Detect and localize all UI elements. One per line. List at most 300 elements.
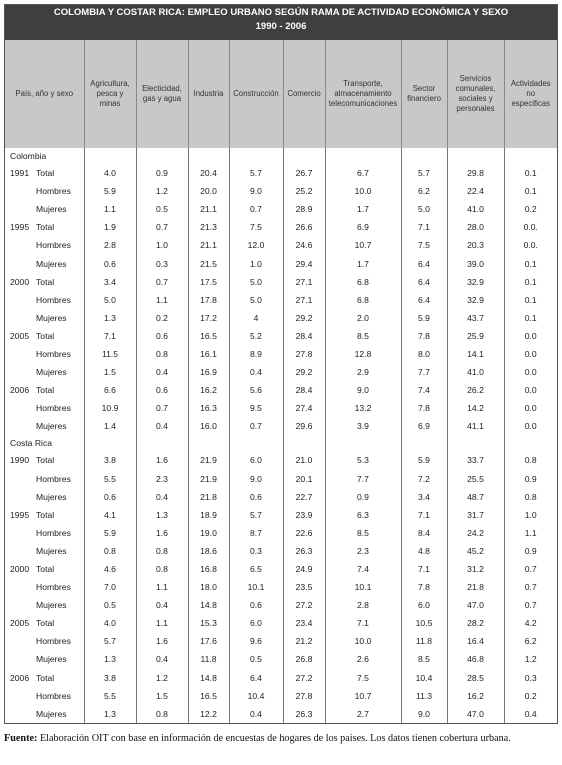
value-cell: 3.9 (325, 417, 401, 435)
value-cell: 29.2 (283, 309, 325, 327)
value-cell: 24.2 (447, 524, 504, 542)
value-cell: 5.9 (84, 182, 136, 200)
table-row (5, 669, 557, 687)
value-cell: 2.8 (325, 596, 401, 614)
row-label (5, 254, 84, 272)
source-label: Fuente: (4, 733, 38, 744)
value-cell: 16.8 (188, 560, 229, 578)
table-row (5, 200, 557, 218)
value-cell: 28.9 (283, 200, 325, 218)
value-cell: 9.0 (229, 182, 283, 200)
value-cell: 13.2 (325, 399, 401, 417)
value-cell: 33.7 (447, 451, 504, 469)
year-label: 2000 (10, 564, 30, 575)
value-cell: 6.4 (401, 273, 447, 291)
value-cell: 16.5 (188, 687, 229, 705)
value-cell: 29.6 (283, 417, 325, 435)
table-row (5, 578, 557, 596)
value-cell: 1.3 (136, 506, 188, 524)
value-cell: 6.2 (504, 632, 557, 650)
value-cell: 10.5 (401, 614, 447, 632)
empty-cell (401, 148, 447, 164)
row-label (5, 705, 84, 723)
table-row (5, 273, 557, 291)
value-cell: 11.8 (401, 632, 447, 650)
value-cell: 46.8 (447, 650, 504, 668)
sex-label: Mujeres (36, 545, 67, 556)
value-cell: 5.5 (84, 470, 136, 488)
value-cell: 0.5 (229, 650, 283, 668)
table-row (5, 236, 557, 254)
value-cell: 3.4 (401, 488, 447, 506)
value-cell: 1.1 (84, 200, 136, 218)
value-cell: 0.1 (504, 254, 557, 272)
value-cell: 0.5 (136, 200, 188, 218)
value-cell: 7.8 (401, 399, 447, 417)
sex-label: Hombres (36, 403, 71, 414)
value-cell: 16.9 (188, 363, 229, 381)
value-cell: 0.8 (136, 705, 188, 723)
value-cell: 4.6 (84, 560, 136, 578)
value-cell: 4 (229, 309, 283, 327)
value-cell: 20.1 (283, 470, 325, 488)
value-cell: 0.2 (504, 687, 557, 705)
value-cell: 1.4 (84, 417, 136, 435)
value-cell: 32.9 (447, 273, 504, 291)
value-cell: 10.4 (401, 669, 447, 687)
table-row (5, 650, 557, 668)
value-cell: 0.3 (229, 542, 283, 560)
sex-label: Hombres (36, 473, 71, 484)
table-row (5, 451, 557, 469)
row-label (5, 273, 84, 291)
value-cell: 0.8 (504, 488, 557, 506)
value-cell: 1.0 (229, 254, 283, 272)
value-cell: 14.1 (447, 345, 504, 363)
value-cell: 0.0 (504, 363, 557, 381)
value-cell: 10.7 (325, 236, 401, 254)
value-cell: 6.4 (401, 291, 447, 309)
value-cell: 0.8 (136, 542, 188, 560)
empty-cell (84, 148, 136, 164)
value-cell: 4.2 (504, 614, 557, 632)
value-cell: 0.6 (136, 327, 188, 345)
value-cell: 1.6 (136, 632, 188, 650)
value-cell: 23.4 (283, 614, 325, 632)
value-cell: 29.2 (283, 363, 325, 381)
row-label (5, 200, 84, 218)
value-cell: 5.6 (229, 381, 283, 399)
table-row (5, 705, 557, 723)
table-row (5, 542, 557, 560)
value-cell: 1.5 (136, 687, 188, 705)
value-cell: 0.8 (136, 345, 188, 363)
row-label (5, 669, 84, 687)
value-cell: 16.3 (188, 399, 229, 417)
value-cell: 28.4 (283, 381, 325, 399)
value-cell: 20.4 (188, 164, 229, 182)
value-cell: 16.0 (188, 417, 229, 435)
value-cell: 23.9 (283, 506, 325, 524)
row-label (5, 488, 84, 506)
year-label: 2006 (10, 672, 30, 683)
value-cell: 48.7 (447, 488, 504, 506)
value-cell: 0.7 (136, 399, 188, 417)
column-header: Electicidad, gas y agua (136, 40, 188, 148)
value-cell: 6.2 (401, 182, 447, 200)
value-cell: 5.7 (401, 164, 447, 182)
value-cell: 3.4 (84, 273, 136, 291)
value-cell: 21.8 (447, 578, 504, 596)
value-cell: 28.0 (447, 218, 504, 236)
value-cell: 1.0 (504, 506, 557, 524)
value-cell: 31.2 (447, 560, 504, 578)
table-row (5, 381, 557, 399)
table-row (5, 291, 557, 309)
value-cell: 0.4 (504, 705, 557, 723)
value-cell: 8.0 (401, 345, 447, 363)
year-label: 1991 (10, 168, 30, 179)
value-cell: 23.5 (283, 578, 325, 596)
value-cell: 2.3 (325, 542, 401, 560)
empty-cell (325, 435, 401, 451)
value-cell: 7.7 (325, 470, 401, 488)
value-cell: 4.8 (401, 542, 447, 560)
sex-label: Total (36, 385, 55, 396)
value-cell: 41.0 (447, 363, 504, 381)
row-label (5, 164, 84, 182)
value-cell: 7.1 (84, 327, 136, 345)
value-cell: 4.1 (84, 506, 136, 524)
value-cell: 0.0 (504, 381, 557, 399)
column-header: Sector financiero (401, 40, 447, 148)
value-cell: 8.5 (325, 327, 401, 345)
value-cell: 17.6 (188, 632, 229, 650)
row-label (5, 236, 84, 254)
value-cell: 0.1 (504, 182, 557, 200)
value-cell: 3.8 (84, 669, 136, 687)
value-cell: 26.3 (283, 542, 325, 560)
value-cell: 5.9 (84, 524, 136, 542)
value-cell: 27.1 (283, 291, 325, 309)
row-label (5, 417, 84, 435)
sex-label: Mujeres (36, 204, 67, 215)
value-cell: 0.9 (325, 488, 401, 506)
table-row (5, 560, 557, 578)
year-label: 1995 (10, 222, 30, 233)
sex-label: Total (36, 222, 55, 233)
table-row (5, 417, 557, 435)
value-cell: 0.7 (504, 560, 557, 578)
value-cell: 0.4 (136, 596, 188, 614)
sex-label: Hombres (36, 240, 71, 251)
value-cell: 8.7 (229, 524, 283, 542)
value-cell: 45.2 (447, 542, 504, 560)
value-cell: 24.6 (283, 236, 325, 254)
value-cell: 0.2 (504, 200, 557, 218)
value-cell: 0.6 (229, 488, 283, 506)
value-cell: 8.9 (229, 345, 283, 363)
sex-label: Total (36, 276, 55, 287)
empty-cell (84, 435, 136, 451)
value-cell: 2.9 (325, 363, 401, 381)
value-cell: 0.6 (136, 381, 188, 399)
value-cell: 8.5 (401, 650, 447, 668)
sex-label: Hombres (36, 636, 71, 647)
empty-cell (447, 148, 504, 164)
sex-label: Mujeres (36, 654, 67, 665)
value-cell: 1.2 (136, 182, 188, 200)
table-row (5, 327, 557, 345)
table-row (5, 470, 557, 488)
table-title (5, 5, 557, 40)
table-row (5, 254, 557, 272)
year-label: 2005 (10, 618, 30, 629)
source-note (4, 733, 556, 745)
value-cell: 5.0 (84, 291, 136, 309)
row-label (5, 687, 84, 705)
row-label (5, 632, 84, 650)
table-header-row (5, 40, 557, 148)
value-cell: 2.8 (84, 236, 136, 254)
value-cell: 9.6 (229, 632, 283, 650)
value-cell: 10.0 (325, 632, 401, 650)
value-cell: 21.3 (188, 218, 229, 236)
value-cell: 2.3 (136, 470, 188, 488)
value-cell: 0.3 (136, 254, 188, 272)
country-label: Colombia (10, 151, 47, 161)
value-cell: 7.5 (401, 236, 447, 254)
year-label: 2005 (10, 330, 30, 341)
value-cell: 16.4 (447, 632, 504, 650)
value-cell: 22.4 (447, 182, 504, 200)
empty-cell (504, 435, 557, 451)
empty-cell (447, 435, 504, 451)
value-cell: 27.2 (283, 596, 325, 614)
row-label (5, 381, 84, 399)
value-cell: 9.5 (229, 399, 283, 417)
sex-label: Mujeres (36, 491, 67, 502)
row-label (5, 650, 84, 668)
value-cell: 17.8 (188, 291, 229, 309)
value-cell: 14.8 (188, 669, 229, 687)
sex-label: Hombres (36, 527, 71, 538)
value-cell: 21.2 (283, 632, 325, 650)
sex-label: Hombres (36, 186, 71, 197)
value-cell: 9.0 (401, 705, 447, 723)
value-cell: 24.9 (283, 560, 325, 578)
value-cell: 7.2 (401, 470, 447, 488)
value-cell: 28.4 (283, 327, 325, 345)
value-cell: 0.8 (504, 451, 557, 469)
value-cell: 11.3 (401, 687, 447, 705)
value-cell: 0.6 (84, 254, 136, 272)
value-cell: 22.6 (283, 524, 325, 542)
sex-label: Mujeres (36, 708, 67, 719)
value-cell: 5.5 (84, 687, 136, 705)
table-row (5, 309, 557, 327)
row-label (5, 309, 84, 327)
value-cell: 0.4 (136, 650, 188, 668)
year-label: 1990 (10, 455, 30, 466)
column-header: Industria (188, 40, 229, 148)
value-cell: 28.2 (447, 614, 504, 632)
column-header: Construcción (229, 40, 283, 148)
value-cell: 2.0 (325, 309, 401, 327)
value-cell: 0.0. (504, 236, 557, 254)
value-cell: 21.1 (188, 236, 229, 254)
year-label: 2000 (10, 276, 30, 287)
value-cell: 4.0 (84, 164, 136, 182)
value-cell: 7.5 (325, 669, 401, 687)
value-cell: 6.9 (401, 417, 447, 435)
value-cell: 7.1 (401, 218, 447, 236)
row-label (5, 560, 84, 578)
value-cell: 27.8 (283, 687, 325, 705)
value-cell: 5.0 (229, 291, 283, 309)
value-cell: 47.0 (447, 705, 504, 723)
value-cell: 5.0 (229, 273, 283, 291)
value-cell: 0.0 (504, 327, 557, 345)
row-label (5, 345, 84, 363)
value-cell: 10.1 (325, 578, 401, 596)
value-cell: 7.8 (401, 327, 447, 345)
value-cell: 1.3 (84, 309, 136, 327)
table-row (5, 614, 557, 632)
value-cell: 17.2 (188, 309, 229, 327)
sex-label: Total (36, 509, 55, 520)
row-label (5, 327, 84, 345)
country-row (5, 435, 557, 451)
value-cell: 0.5 (84, 596, 136, 614)
empty-cell (325, 148, 401, 164)
value-cell: 8.4 (401, 524, 447, 542)
value-cell: 0.7 (136, 218, 188, 236)
value-cell: 41.1 (447, 417, 504, 435)
table-row (5, 345, 557, 363)
empty-cell (188, 148, 229, 164)
sex-label: Total (36, 672, 55, 683)
value-cell: 6.0 (229, 614, 283, 632)
value-cell: 1.1 (136, 578, 188, 596)
sex-label: Mujeres (36, 367, 67, 378)
value-cell: 27.1 (283, 273, 325, 291)
employment-table (5, 40, 557, 723)
sex-label: Mujeres (36, 258, 67, 269)
table-title-line-1: COLOMBIA Y COSTAR RICA: EMPLEO URBANO SEGÚN RAMA DE ACTIVIDAD ECONÓMICA Y SEXO (53, 7, 509, 18)
value-cell: 22.7 (283, 488, 325, 506)
value-cell: 16.2 (188, 381, 229, 399)
value-cell: 0.6 (84, 488, 136, 506)
row-label (5, 291, 84, 309)
value-cell: 7.8 (401, 578, 447, 596)
table-row (5, 506, 557, 524)
value-cell: 12.2 (188, 705, 229, 723)
value-cell: 0.0 (504, 417, 557, 435)
value-cell: 14.8 (188, 596, 229, 614)
table-row (5, 524, 557, 542)
column-header: Transporte, almacenamiento telecomunicaciones (325, 40, 401, 148)
value-cell: 1.2 (136, 669, 188, 687)
value-cell: 0.1 (504, 273, 557, 291)
sex-label: Hombres (36, 690, 71, 701)
value-cell: 0.0. (504, 218, 557, 236)
value-cell: 1.7 (325, 254, 401, 272)
sex-label: Total (36, 564, 55, 575)
value-cell: 0.7 (504, 596, 557, 614)
value-cell: 20.3 (447, 236, 504, 254)
sex-label: Total (36, 455, 55, 466)
table-body (5, 148, 557, 723)
table-row (5, 363, 557, 381)
value-cell: 6.4 (401, 254, 447, 272)
row-label (5, 578, 84, 596)
value-cell: 9.0 (229, 470, 283, 488)
country-row (5, 148, 557, 164)
value-cell: 14.2 (447, 399, 504, 417)
value-cell: 0.2 (136, 309, 188, 327)
value-cell: 6.0 (229, 451, 283, 469)
sex-label: Mujeres (36, 312, 67, 323)
sex-label: Total (36, 330, 55, 341)
value-cell: 1.1 (136, 614, 188, 632)
value-cell: 6.8 (325, 273, 401, 291)
value-cell: 0.7 (136, 273, 188, 291)
empty-cell (283, 435, 325, 451)
row-label (5, 506, 84, 524)
value-cell: 26.8 (283, 650, 325, 668)
value-cell: 0.6 (229, 596, 283, 614)
value-cell: 7.4 (401, 381, 447, 399)
value-cell: 16.2 (447, 687, 504, 705)
value-cell: 5.7 (229, 506, 283, 524)
value-cell: 18.0 (188, 578, 229, 596)
value-cell: 25.9 (447, 327, 504, 345)
row-label (5, 596, 84, 614)
value-cell: 29.8 (447, 164, 504, 182)
sex-label: Total (36, 618, 55, 629)
value-cell: 0.4 (136, 488, 188, 506)
value-cell: 12.0 (229, 236, 283, 254)
column-header: Actividades no especificas (504, 40, 557, 148)
value-cell: 0.7 (504, 578, 557, 596)
value-cell: 0.1 (504, 291, 557, 309)
value-cell: 1.9 (84, 218, 136, 236)
value-cell: 7.1 (325, 614, 401, 632)
column-header: País, año y sexo (5, 40, 84, 148)
sex-label: Hombres (36, 294, 71, 305)
value-cell: 6.6 (84, 381, 136, 399)
value-cell: 0.8 (136, 560, 188, 578)
value-cell: 1.6 (136, 524, 188, 542)
value-cell: 6.9 (325, 218, 401, 236)
value-cell: 10.4 (229, 687, 283, 705)
row-label (5, 182, 84, 200)
table-title-line-2: 1990 - 2006 (255, 21, 307, 32)
value-cell: 10.9 (84, 399, 136, 417)
value-cell: 18.6 (188, 542, 229, 560)
value-cell: 0.3 (504, 669, 557, 687)
empty-cell (401, 435, 447, 451)
value-cell: 1.1 (136, 291, 188, 309)
year-label: 1995 (10, 509, 30, 520)
value-cell: 6.5 (229, 560, 283, 578)
value-cell: 5.7 (84, 632, 136, 650)
value-cell: 47.0 (447, 596, 504, 614)
value-cell: 5.9 (401, 309, 447, 327)
value-cell: 26.2 (447, 381, 504, 399)
empty-cell (283, 148, 325, 164)
